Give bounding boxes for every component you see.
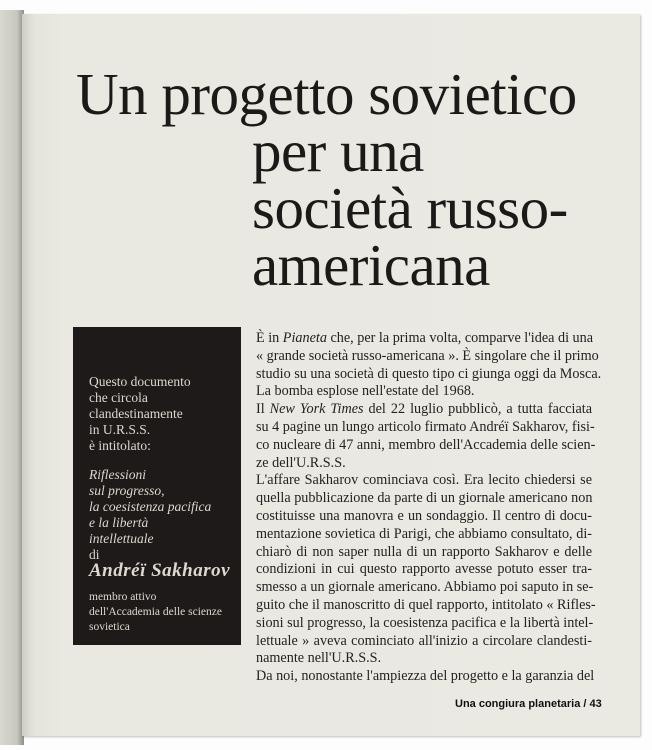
body-line: Il New York Times del 22 luglio pubblicò, a tutta facciata bbox=[256, 401, 592, 418]
box-work-title-line: intellettuale bbox=[89, 531, 154, 546]
body-line: quella pubblicazione da parte di un giornale americano non bbox=[256, 490, 593, 507]
body-line: guito che il manoscritto di quel rapporto, intitolato « Rifles- bbox=[256, 596, 596, 613]
box-by: di bbox=[89, 547, 100, 562]
page-footer bbox=[455, 698, 602, 710]
body-line: namente nell'U.R.S.S. bbox=[256, 650, 382, 667]
body-line: La bomba esplose nell'estate del 1968. bbox=[256, 383, 475, 400]
footer-separator: / bbox=[583, 698, 587, 710]
previous-page-edge bbox=[0, 10, 24, 745]
body-line: mentazione sovietica di Parigi, che abbiamo consultato, di- bbox=[256, 525, 592, 542]
body-line: costituisse una manovra e un sondaggio. Il centro di docu- bbox=[256, 507, 592, 524]
box-intro-line: che circola bbox=[89, 390, 148, 405]
body-line: sioni sul progresso, la coesistenza pacifica e la libertà intel- bbox=[256, 614, 594, 631]
running-title: Una congiura planetaria bbox=[455, 698, 581, 710]
box-intro-line: in U.R.S.S. bbox=[89, 422, 151, 437]
sidebar-box bbox=[73, 327, 241, 645]
box-author: Andréï Sakharov bbox=[89, 560, 231, 581]
book-page bbox=[22, 14, 640, 736]
body-line: co nucleare di 47 anni, membro dell'Accademia delle scien- bbox=[256, 436, 596, 453]
box-author-role-line: sovietica bbox=[89, 621, 130, 633]
body-line: smesso a un giornale americano. Abbiamo poi saputo in se- bbox=[256, 579, 594, 596]
body-line: È in Pianeta che, per la prima volta, comparve l'idea di una bbox=[256, 330, 594, 346]
body-line: su 4 pagine un lungo articolo firmato Andréï Sakharov, fisi- bbox=[256, 418, 595, 435]
title-line: per una bbox=[252, 118, 424, 184]
box-intro-line: è intitolato: bbox=[89, 438, 151, 453]
body-line: ze dell'U.R.S.S. bbox=[256, 454, 346, 471]
body-line: chiarò di non saper nulla di un rapporto Sakharov e delle bbox=[256, 543, 592, 560]
box-author-role-line: dell'Accademia delle scienze bbox=[89, 606, 222, 618]
box-work-title-line: la coesistenza pacifica bbox=[89, 499, 212, 514]
box-intro-line: clandestinamente bbox=[89, 406, 183, 421]
box-intro-line: Questo documento bbox=[89, 374, 191, 389]
body-line: « grande società russo-americana ». È singolare che il primo bbox=[256, 347, 599, 364]
body-line: studio su una società di questo tipo ci giunga oggi da Mosca. bbox=[256, 365, 602, 382]
body-line: L'affare Sakharov cominciava così. Era lecito chiedersi se bbox=[256, 472, 592, 489]
page-number: 43 bbox=[589, 698, 602, 710]
box-work-title-line: sul progresso, bbox=[89, 483, 165, 498]
body-line: lettuale » aveva cominciato all'inizio a circolare clandesti- bbox=[256, 632, 592, 649]
body-line: Da noi, nonostante l'ampiezza del progetto e la garanzia del bbox=[256, 668, 595, 685]
body-line: condizioni in cui questo rapporto avesse potuto esser tra- bbox=[256, 561, 592, 578]
title-line: società russo- bbox=[252, 175, 568, 241]
title-line: Un progetto sovietico bbox=[76, 61, 577, 127]
box-work-title-line: e la libertà bbox=[89, 515, 149, 530]
article-body bbox=[256, 330, 602, 686]
title-line: americana bbox=[252, 232, 490, 298]
box-author-role-line: membro attivo bbox=[89, 591, 157, 603]
box-work-title-line: Riflessioni bbox=[89, 467, 146, 482]
